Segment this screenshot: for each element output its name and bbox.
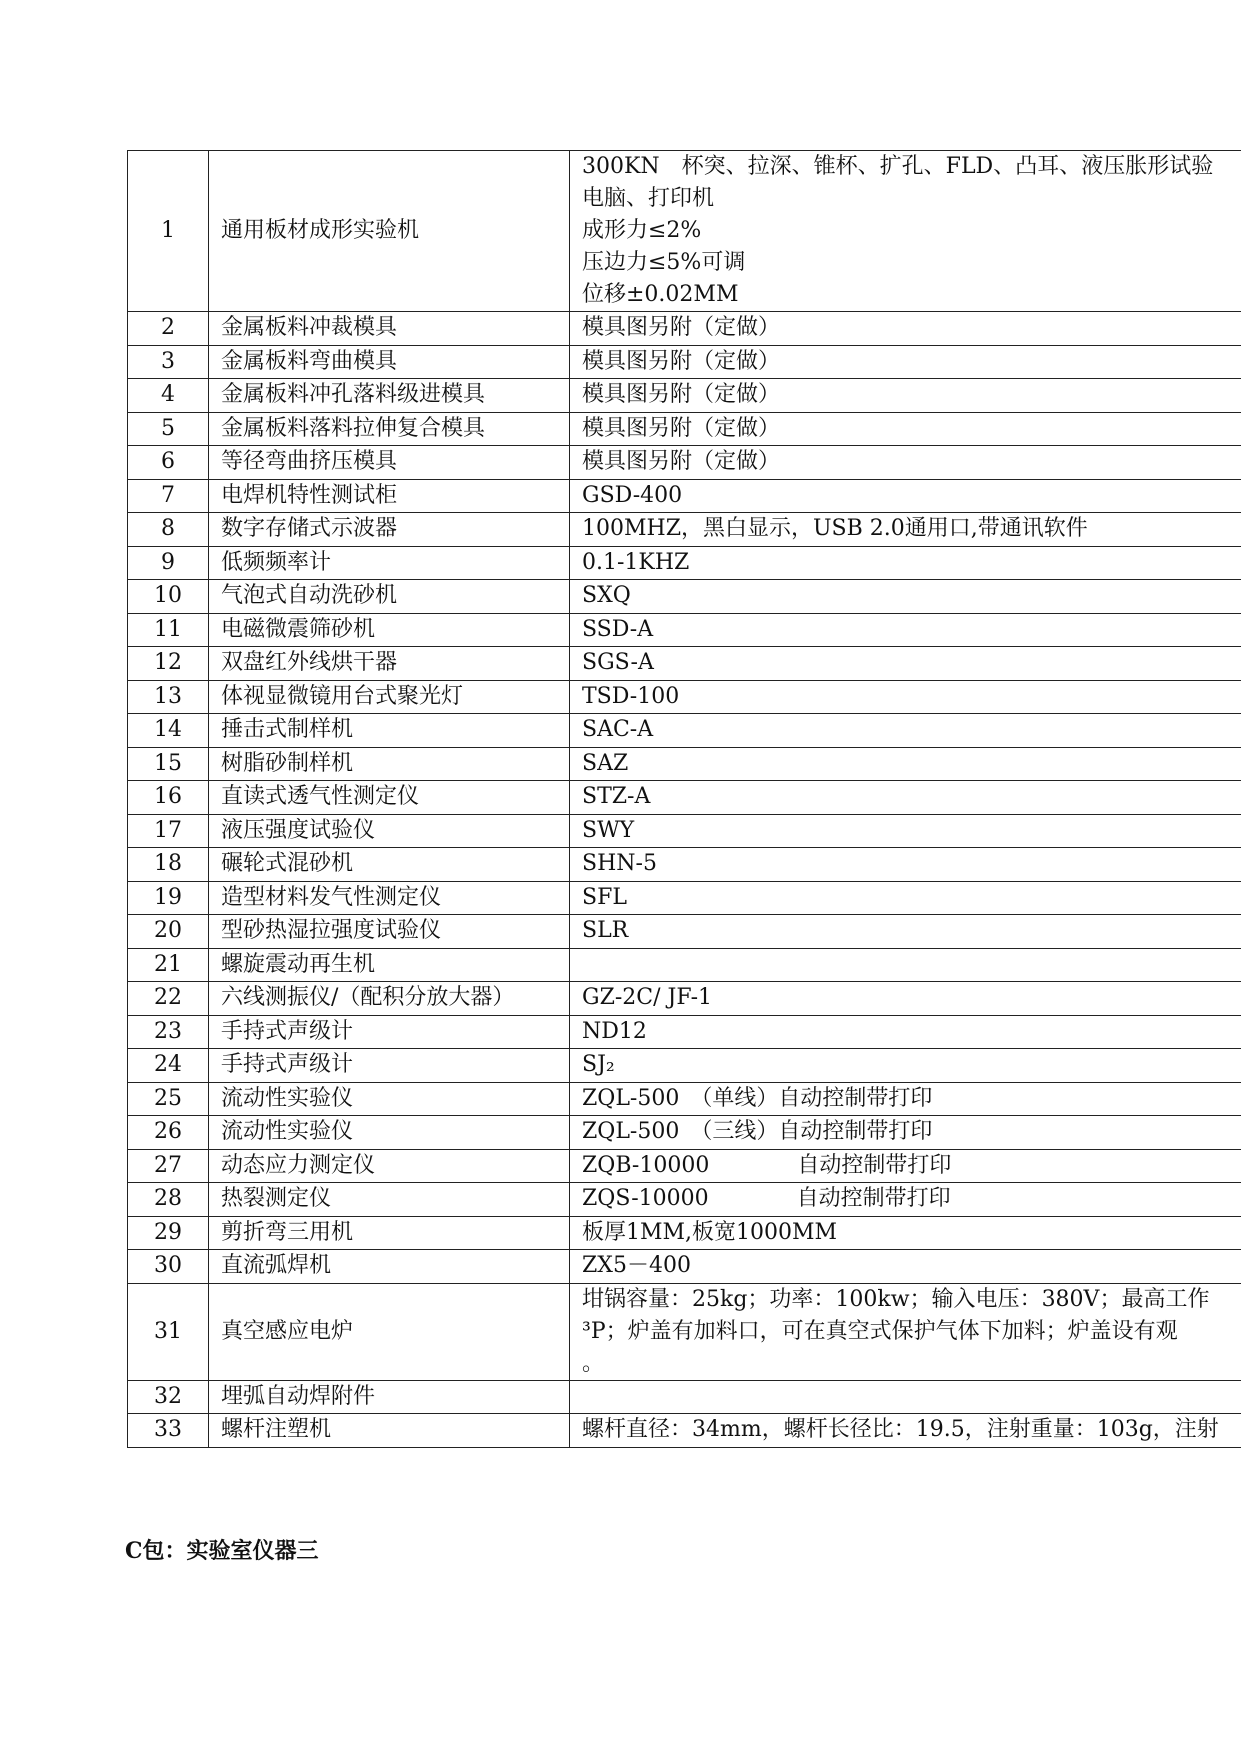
spec-line: ZQS-10000 自动控制带打印 xyxy=(582,1186,951,1212)
spec-line: 。 xyxy=(582,1350,605,1376)
equipment-name: 流动性实验仪 xyxy=(209,1082,570,1116)
equipment-spec xyxy=(570,580,1241,614)
equipment-table xyxy=(127,150,1241,1448)
row-number: 23 xyxy=(128,1015,209,1049)
equipment-spec xyxy=(570,312,1241,346)
equipment-name: 捶击式制样机 xyxy=(209,714,570,748)
equipment-name: 金属板料冲孔落料级进模具 xyxy=(209,379,570,413)
row-number: 13 xyxy=(128,680,209,714)
row-number: 30 xyxy=(128,1250,209,1284)
table-row xyxy=(128,379,1241,413)
equipment-spec xyxy=(570,446,1241,480)
row-number: 9 xyxy=(128,546,209,580)
spec-line: 螺杆直径：34mm，螺杆长径比：19.5，注射重量：103g，注射 xyxy=(582,1417,1219,1443)
row-number: 19 xyxy=(128,881,209,915)
table-row xyxy=(128,848,1241,882)
row-number: 18 xyxy=(128,848,209,882)
equipment-spec xyxy=(570,1414,1241,1448)
equipment-name: 液压强度试验仪 xyxy=(209,814,570,848)
table-row xyxy=(128,1183,1241,1217)
spec-line: 模具图另附（定做） xyxy=(582,315,781,341)
table-row xyxy=(128,151,1241,312)
equipment-name: 动态应力测定仪 xyxy=(209,1149,570,1183)
equipment-spec xyxy=(570,781,1241,815)
equipment-name: 低频频率计 xyxy=(209,546,570,580)
row-number: 3 xyxy=(128,345,209,379)
equipment-name: 六线测振仪/（配积分放大器） xyxy=(209,982,570,1016)
spec-line: 模具图另附（定做） xyxy=(582,382,781,408)
table-row xyxy=(128,1015,1241,1049)
spec-line: 模具图另附（定做） xyxy=(582,449,781,475)
row-number: 14 xyxy=(128,714,209,748)
equipment-spec xyxy=(570,1082,1241,1116)
table-row xyxy=(128,446,1241,480)
equipment-spec xyxy=(570,1216,1241,1250)
equipment-spec xyxy=(570,1015,1241,1049)
table-row xyxy=(128,647,1241,681)
equipment-spec xyxy=(570,345,1241,379)
row-number: 17 xyxy=(128,814,209,848)
equipment-spec xyxy=(570,151,1241,312)
equipment-spec xyxy=(570,513,1241,547)
table-row xyxy=(128,680,1241,714)
equipment-name: 金属板料落料拉伸复合模具 xyxy=(209,412,570,446)
equipment-spec xyxy=(570,814,1241,848)
table-row xyxy=(128,1116,1241,1150)
equipment-spec xyxy=(570,714,1241,748)
table-row xyxy=(128,1414,1241,1448)
spec-line: SHN-5 xyxy=(582,851,657,877)
table-row xyxy=(128,1216,1241,1250)
spec-line: TSD-100 xyxy=(582,683,680,709)
equipment-name: 体视显微镜用台式聚光灯 xyxy=(209,680,570,714)
table-row xyxy=(128,881,1241,915)
spec-line: 坩锅容量：25kg；功率：100kw；输入电压：380V；最高工作 xyxy=(582,1286,1210,1312)
row-number: 4 xyxy=(128,379,209,413)
equipment-name: 电焊机特性测试柜 xyxy=(209,479,570,513)
equipment-spec xyxy=(570,1149,1241,1183)
table-row xyxy=(128,814,1241,848)
table-row xyxy=(128,747,1241,781)
equipment-name: 螺旋震动再生机 xyxy=(209,948,570,982)
row-number: 28 xyxy=(128,1183,209,1217)
row-number: 6 xyxy=(128,446,209,480)
spec-line: 板厚1MM,板宽1000MM xyxy=(582,1219,838,1245)
table-row xyxy=(128,781,1241,815)
spec-line: ZQL-500 （单线）自动控制带打印 xyxy=(582,1085,933,1111)
spec-line: SGS-A xyxy=(582,650,654,676)
spec-line: SFL xyxy=(582,884,627,910)
equipment-name: 金属板料弯曲模具 xyxy=(209,345,570,379)
equipment-spec xyxy=(570,1283,1241,1380)
spec-line: 压边力≤5%可调 xyxy=(582,250,746,275)
table-row xyxy=(128,412,1241,446)
equipment-spec xyxy=(570,948,1241,982)
spec-line: 100MHZ，黑白显示，USB 2.0通用口,带通讯软件 xyxy=(582,516,1088,542)
equipment-name: 手持式声级计 xyxy=(209,1049,570,1083)
table-row xyxy=(128,982,1241,1016)
spec-line: SXQ xyxy=(582,583,631,609)
equipment-name: 热裂测定仪 xyxy=(209,1183,570,1217)
equipment-spec xyxy=(570,848,1241,882)
table-row xyxy=(128,1049,1241,1083)
row-number: 11 xyxy=(128,613,209,647)
equipment-name: 型砂热湿拉强度试验仪 xyxy=(209,915,570,949)
table-row xyxy=(128,546,1241,580)
equipment-name: 造型材料发气性测定仪 xyxy=(209,881,570,915)
spec-line: 0.1-1KHZ xyxy=(582,549,690,575)
spec-line: 位移±0.02MM xyxy=(582,282,739,307)
equipment-name: 金属板料冲裁模具 xyxy=(209,312,570,346)
equipment-spec xyxy=(570,881,1241,915)
row-number: 12 xyxy=(128,647,209,681)
equipment-spec xyxy=(570,379,1241,413)
spec-line: ND12 xyxy=(582,1018,647,1044)
table-row xyxy=(128,1082,1241,1116)
equipment-name: 剪折弯三用机 xyxy=(209,1216,570,1250)
equipment-name: 埋弧自动焊附件 xyxy=(209,1380,570,1414)
spec-line: 300KN 杯突、拉深、锥杯、扩孔、FLD、凸耳、液压胀形试验 xyxy=(582,154,1214,179)
equipment-table-body xyxy=(128,151,1241,1448)
row-number: 5 xyxy=(128,412,209,446)
row-number: 7 xyxy=(128,479,209,513)
table-row xyxy=(128,345,1241,379)
row-number: 2 xyxy=(128,312,209,346)
table-row xyxy=(128,1149,1241,1183)
spec-line: 模具图另附（定做） xyxy=(582,348,781,374)
row-number: 1 xyxy=(128,151,209,312)
row-number: 20 xyxy=(128,915,209,949)
equipment-name: 气泡式自动洗砂机 xyxy=(209,580,570,614)
equipment-spec xyxy=(570,1049,1241,1083)
table-row xyxy=(128,513,1241,547)
equipment-spec xyxy=(570,546,1241,580)
spec-line: SAC-A xyxy=(582,717,654,743)
spec-line: SLR xyxy=(582,918,629,944)
spec-line: 成形力≤2% xyxy=(582,218,702,243)
equipment-name: 流动性实验仪 xyxy=(209,1116,570,1150)
row-number: 22 xyxy=(128,982,209,1016)
equipment-name: 电磁微震筛砂机 xyxy=(209,613,570,647)
equipment-name: 直流弧焊机 xyxy=(209,1250,570,1284)
table-row xyxy=(128,613,1241,647)
equipment-name: 手持式声级计 xyxy=(209,1015,570,1049)
equipment-spec xyxy=(570,647,1241,681)
equipment-name: 直读式透气性测定仪 xyxy=(209,781,570,815)
spec-line: ZX5－400 xyxy=(582,1253,691,1279)
equipment-spec xyxy=(570,1116,1241,1150)
row-number: 16 xyxy=(128,781,209,815)
row-number: 27 xyxy=(128,1149,209,1183)
row-number: 29 xyxy=(128,1216,209,1250)
spec-line: ZQL-500 （三线）自动控制带打印 xyxy=(582,1119,933,1145)
table-row xyxy=(128,1380,1241,1414)
equipment-spec xyxy=(570,915,1241,949)
row-number: 33 xyxy=(128,1414,209,1448)
spec-line: SWY xyxy=(582,817,635,843)
spec-line: ZQB-10000 自动控制带打印 xyxy=(582,1152,952,1178)
table-row xyxy=(128,312,1241,346)
row-number: 31 xyxy=(128,1283,209,1380)
table-row xyxy=(128,580,1241,614)
equipment-spec xyxy=(570,479,1241,513)
row-number: 21 xyxy=(128,948,209,982)
spec-line: SJ₂ xyxy=(582,1052,615,1078)
table-row xyxy=(128,1250,1241,1284)
equipment-spec xyxy=(570,412,1241,446)
row-number: 15 xyxy=(128,747,209,781)
equipment-name: 树脂砂制样机 xyxy=(209,747,570,781)
section-heading: C包：实验室仪器三 xyxy=(125,1538,319,1564)
equipment-spec xyxy=(570,747,1241,781)
spec-line: 电脑、打印机 xyxy=(582,186,715,211)
equipment-name: 通用板材成形实验机 xyxy=(209,151,570,312)
equipment-spec xyxy=(570,1183,1241,1217)
spec-line: GSD-400 xyxy=(582,482,683,508)
equipment-spec xyxy=(570,613,1241,647)
equipment-name: 等径弯曲挤压模具 xyxy=(209,446,570,480)
equipment-name: 真空感应电炉 xyxy=(209,1283,570,1380)
spec-line: STZ-A xyxy=(582,784,651,810)
equipment-name: 碾轮式混砂机 xyxy=(209,848,570,882)
equipment-spec xyxy=(570,680,1241,714)
spec-line: SAZ xyxy=(582,750,629,776)
equipment-spec xyxy=(570,1250,1241,1284)
spec-line: ³P；炉盖有加料口，可在真空式保护气体下加料；炉盖设有观 xyxy=(582,1318,1178,1344)
table-row xyxy=(128,948,1241,982)
equipment-name: 螺杆注塑机 xyxy=(209,1414,570,1448)
row-number: 26 xyxy=(128,1116,209,1150)
spec-line: SSD-A xyxy=(582,616,654,642)
row-number: 8 xyxy=(128,513,209,547)
row-number: 32 xyxy=(128,1380,209,1414)
equipment-name: 数字存储式示波器 xyxy=(209,513,570,547)
table-row xyxy=(128,479,1241,513)
spec-line: 模具图另附（定做） xyxy=(582,415,781,441)
row-number: 25 xyxy=(128,1082,209,1116)
row-number: 10 xyxy=(128,580,209,614)
table-row xyxy=(128,915,1241,949)
equipment-name: 双盘红外线烘干器 xyxy=(209,647,570,681)
equipment-spec xyxy=(570,982,1241,1016)
table-row xyxy=(128,714,1241,748)
spec-line: GZ-2C/ JF-1 xyxy=(582,985,713,1011)
table-row xyxy=(128,1283,1241,1380)
row-number: 24 xyxy=(128,1049,209,1083)
equipment-spec xyxy=(570,1380,1241,1414)
